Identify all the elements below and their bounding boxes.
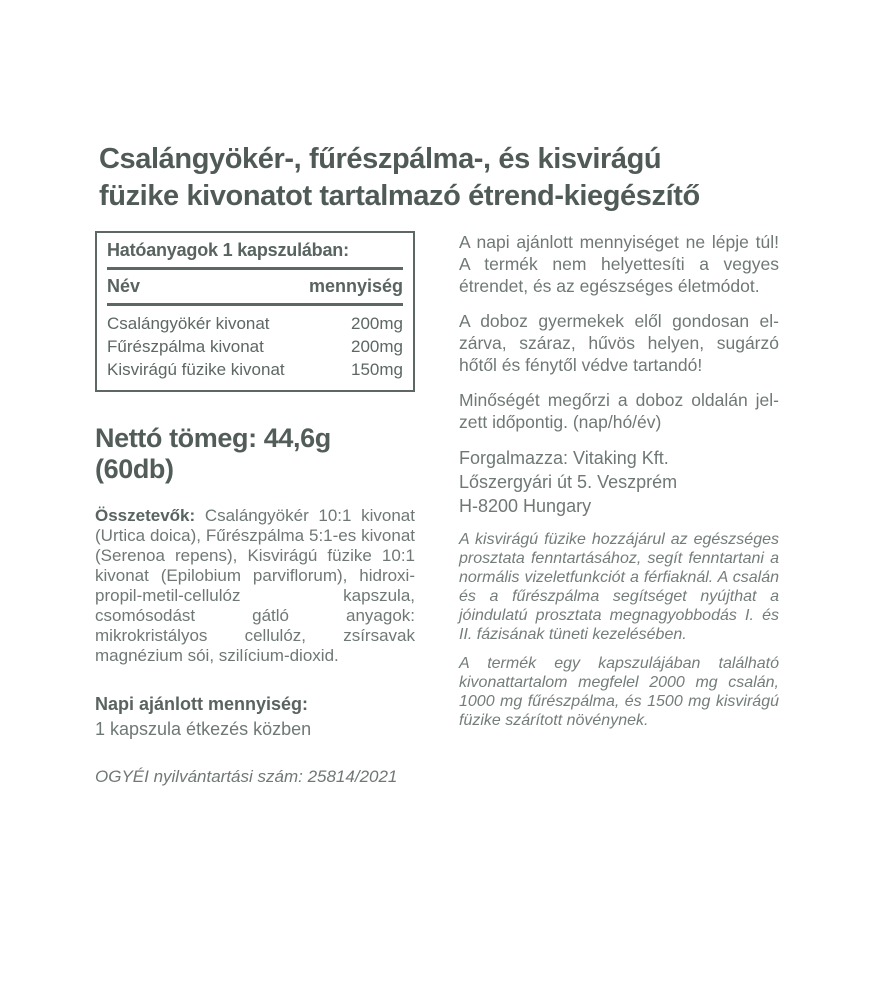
facts-header-amount: mennyiség (308, 276, 403, 296)
distributor-info (459, 446, 779, 518)
facts-table-title: Hatóanyagok 1 kapszulában: (107, 240, 349, 260)
facts-divider-top (107, 267, 403, 270)
health-claim: A kisvirágú füzike hozzájárul az egészséges prosztata fenntartásához, segít fenntartani a normális vizeletfunkciót a férfiaknál. A csalán és a fűrészpálma segítséget nyújthat a jóindulatú prosztata megnagyobbodás I. és II. fázisának tüneti kezelésében. (459, 531, 779, 643)
ingredient-amount: 200mg (351, 337, 403, 356)
facts-divider-header (107, 303, 403, 306)
daily-dose-text: 1 kapszula étkezés közben (95, 719, 312, 739)
product-title-line-2: füzike kivonatot tartalmazó étrend-kiegészítő (99, 180, 700, 212)
table-row (107, 312, 403, 335)
ingredients-paragraph (95, 506, 415, 666)
distributor-name: Forgalmazza: Vitaking Kft. (459, 448, 669, 468)
right-column (459, 231, 779, 730)
net-weight: Nettó tömeg: 44,6g (60db) (95, 423, 331, 484)
daily-dose (95, 692, 415, 742)
ingredients-label: Összetevők: (95, 506, 196, 525)
ingredient-name: Kisvirágú füzike kivonat (107, 360, 285, 379)
ingredient-name: Csalángyökér kivonat (107, 314, 270, 333)
table-row (107, 358, 403, 381)
product-title (99, 141, 799, 215)
facts-column-headers (107, 276, 403, 297)
left-column (95, 231, 415, 787)
ingredient-amount: 150mg (351, 360, 403, 379)
distributor-country: H-8200 Hungary (459, 496, 592, 516)
equivalence-claim: A termék egy kapszulájában található kivonattartalom megfelel 2000 mg csalán, 1000 mg fűrészpálma, és 1500 mg kisvirágú füzike szárított növénynek. (459, 655, 779, 729)
product-title-line-1: Csalángyökér-, fűrészpálma-, és kisvirágú (99, 143, 662, 175)
warning-best-before: Minőségét megőrzi a doboz oldalán jelzett időpontig. (nap/hó/év) (459, 390, 779, 432)
facts-header-name: Név (107, 276, 141, 296)
daily-dose-label: Napi ajánlott mennyiség: (95, 694, 309, 714)
label-body (95, 231, 779, 787)
warning-storage: A doboz gyermekek elől gondosan elzárva, száraz, hűvös helyen, sugárzó hőtől és fénytől védve tartandó! (459, 311, 779, 375)
registration-number: OGYÉI nyilvántartási szám: 25814/2021 (95, 767, 398, 786)
ingredient-name: Fűrészpálma kivonat (107, 337, 264, 356)
ingredient-amount: 200mg (351, 314, 403, 333)
table-row (107, 335, 403, 358)
warning-daily-limit: A napi ajánlott mennyiséget ne lépje túl! A termék nem helyettesíti a vegyes étrendet, és az egészséges életmódot. (459, 232, 779, 296)
distributor-street: Lőszergyári út 5. Veszprém (459, 472, 678, 492)
active-ingredients-table (95, 231, 415, 392)
ingredients-text: Csalángyökér 10:1 kivonat (Urtica doica), Fűrészpálma 5:1-es kivonat (Serenoa repens), Kisvirágú füzike 10:1 kivonat (Epilobium parviflorum), hidroxi-propil-metil-cellulóz kapszula, csomósodást gátló anyagok: mikrokristályos cellulóz, zsírsavak magnézium sói, szilícium-dioxid. (95, 506, 415, 665)
